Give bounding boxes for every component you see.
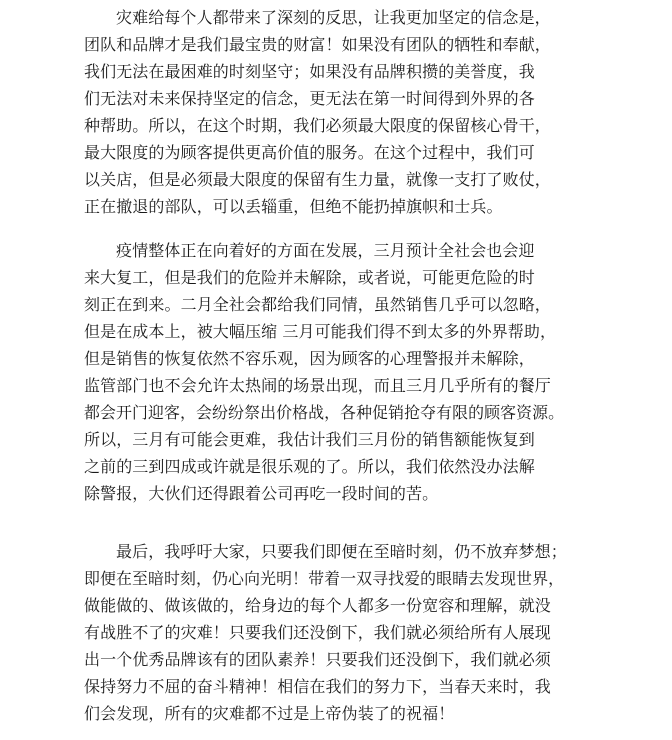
- paragraph-2-line: 之前的三到四成或许就是很乐观的了。所以，我们依然没办法解: [84, 457, 535, 476]
- paragraph-3-line: 有战胜不了的灾难！只要我们还没倒下，我们就必须给所有人展现: [84, 623, 551, 642]
- paragraph-2-line: 但是在成本上，被大幅压缩 三月可能我们得不到太多的外界帮助，: [84, 322, 557, 341]
- paragraph-2-line: 都会开门迎客，会纷纷祭出价格战，各种促销抢夺有限的顾客资源。: [84, 403, 565, 422]
- paragraph-3-line: 保持努力不屈的奋斗精神！相信在我们的努力下，当春天来时，我: [84, 677, 551, 696]
- paragraph-3-line: 出一个优秀品牌该有的团队素养！只要我们还没倒下，我们就必须: [84, 650, 551, 669]
- paragraph-1: [84, 4, 551, 220]
- paragraph-1-line: 我们无法在最困难的时刻坚守；如果没有品牌积攒的美誉度，我: [84, 62, 535, 81]
- paragraph-2-line: 所以，三月有可能会更难，我估计我们三月份的销售额能恢复到: [84, 430, 535, 449]
- paragraph-2-line: 监管部门也不会允许太热闹的场景出现，而且三月几乎所有的餐厅: [84, 376, 551, 395]
- paragraph-2-line: 刻正在到来。二月全社会都给我们同情，虽然销售几乎可以忽略，: [84, 295, 551, 314]
- paragraph-1-line: 正在撤退的部队，可以丢辎重，但绝不能扔掉旗帜和士兵。: [84, 197, 503, 216]
- paragraph-3-line: 们会发现，所有的灾难都不过是上帝伪装了的祝福！: [84, 704, 455, 723]
- paragraph-2: [84, 237, 564, 507]
- paragraph-2-line: 来大复工，但是我们的危险并未解除，或者说，可能更危险的时: [84, 268, 535, 287]
- paragraph-2-line: 但是销售的恢复依然不容乐观，因为顾客的心理警报并未解除，: [84, 349, 535, 368]
- paragraph-1-line: 最大限度的为顾客提供更高价值的服务。在这个过程中，我们可: [84, 143, 535, 162]
- paragraph-3-line: 即便在至暗时刻，仍心向光明！带着一双寻找爱的眼睛去发现世界，: [84, 569, 565, 588]
- paragraph-1-line: 种帮助。所以，在这个时期，我们必须最大限度的保留核心骨干，: [84, 116, 551, 135]
- paragraph-3-line: 最后，我呼吁大家，只要我们即便在至暗时刻，仍不放弃梦想；: [116, 542, 567, 561]
- paragraph-2-line: 除警报，大伙们还得跟着公司再吃一段时间的苦。: [84, 484, 439, 503]
- paragraph-2-line: 疫情整体正在向着好的方面在发展，三月预计全社会也会迎: [116, 241, 535, 260]
- paragraph-1-line: 灾难给每个人都带来了深刻的反思，让我更加坚定的信念是，: [116, 8, 551, 27]
- paragraph-1-line: 团队和品牌才是我们最宝贵的财富！如果没有团队的牺牲和奉献，: [84, 35, 551, 54]
- paragraph-1-line: 们无法对未来保持坚定的信念，更无法在第一时间得到外界的各: [84, 89, 535, 108]
- paragraph-3: [84, 538, 567, 727]
- paragraph-1-line: 以关店，但是必须最大限度的保留有生力量，就像一支打了败仗，: [84, 170, 551, 189]
- paragraph-3-line: 做能做的、做该做的，给身边的每个人都多一份宽容和理解，就没: [84, 596, 551, 615]
